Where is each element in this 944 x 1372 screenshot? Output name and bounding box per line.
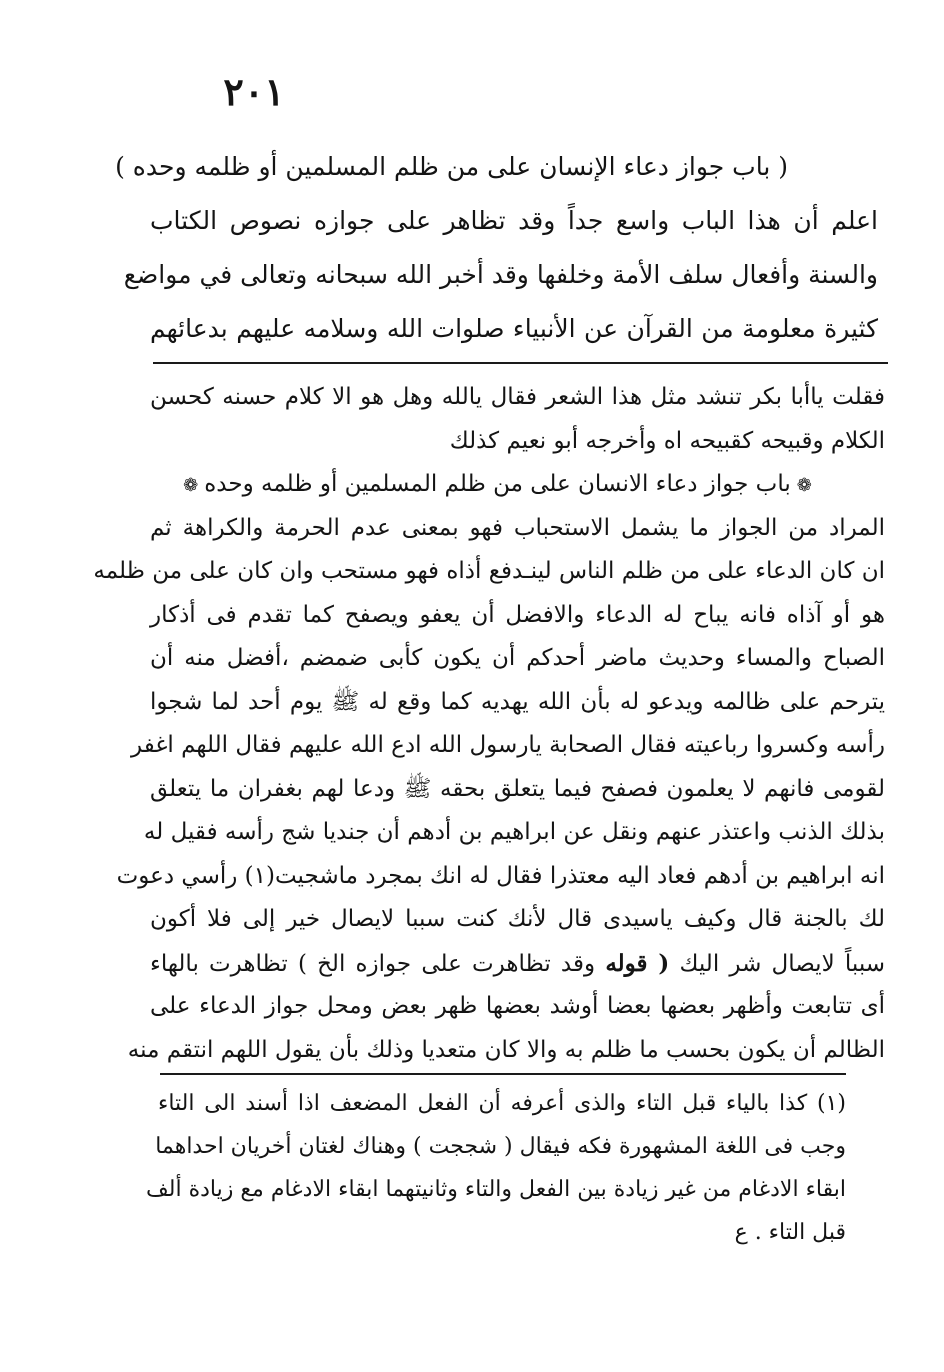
commentary-line-5: هو أو آذاه فانه يباح له الدعاء والافضل أن يعفو ويصفح كما تقدم فى أذكار	[150, 601, 885, 628]
commentary-line-4: ان كان الدعاء على من ظلم الناس لينـدفع أذاه فهو مستحب وان كان على من ظلمه	[93, 558, 885, 584]
qawluhu-label: ( قوله	[605, 949, 670, 977]
commentary-line-12: لك بالجنة قال وكيف ياسيدى قال لأنك كنت سببا لايصال خير إلى فلا أكون	[150, 906, 885, 932]
commentary-line-14: أى تتابعت وأظهر بعضها بعضا أوشد بعضها ظهر بعض ومحل جواز الدعاء على	[150, 993, 885, 1019]
ornament-icon: ❁	[183, 475, 199, 496]
commentary-line-6: الصباح والمساء وحديث ماضر أحدكم أن يكون كأبى ضمضم ،أفضل منه أن	[150, 645, 885, 671]
footnote	[145, 1082, 847, 1254]
footnote-line-2: وجب فى اللغة المشهورة فكه فيقال ( شججت ) وهناك لغتان أخريان احداهما	[155, 1134, 846, 1159]
commentary-heading-text: باب جواز دعاء الانسان على من ظلم المسلمين أو ظلمه وحده	[204, 471, 791, 497]
commentary-line-3: المراد من الجواز ما يشمل الاستحباب فهو بمعنى عدم الحرمة والكراهة ثم	[150, 514, 885, 541]
qawluhu-text: وقد تظاهرت على جوازه الخ ) تظاهرت بالهاء	[150, 950, 596, 977]
main-line-3: كثيرة معلومة من القرآن عن الأنبياء صلوات الله وسلامه عليهم بدعائهم	[150, 314, 878, 343]
commentary-line-13-start: سبباً لايصال شر اليك	[679, 950, 886, 977]
commentary-line-7: يترحم على ظالمه ويدعو له بأن الله يهديه كما وقع له ﷺ يوم أحد لما شجوا	[150, 688, 885, 715]
commentary-line-8: رأسه وكسروا رباعيته فقال الصحابة يارسول الله ادع الله عليهم فقال اللهم اغفر	[131, 732, 885, 758]
footnote-line-3: ابقاء الادغام من غير زيادة بين الفعل والتاء وثانيتهما ابقاء الادغام مع زيادة ألف	[145, 1177, 846, 1202]
page-number: ٢٠١	[223, 69, 285, 114]
commentary-line-1: فقلت ياأبا بكر تنشد مثل هذا الشعر فقال يالله وهل هو الا كلام حسنه كحسن	[150, 384, 885, 410]
commentary-line-9: لقومى فانهم لا يعلمون فصفح فيما يتعلق بحقه ﷺ ودعا لهم بغفران ما يتعلق	[150, 775, 885, 802]
main-line-1: اعلم أن هذا الباب واسع جداً وقد تظاهر على جوازه نصوص الكتاب	[150, 206, 878, 235]
ornament-icon: ❁	[796, 475, 812, 496]
commentary-heading	[150, 463, 885, 507]
main-divider	[153, 362, 888, 364]
commentary-line-2: الكلام وقبيحه كقبيحه اه وأخرجه أبو نعيم كذلك	[449, 427, 885, 454]
footnote-line-4: قبل التاء . ع	[734, 1220, 846, 1245]
commentary-line-13	[150, 942, 885, 986]
footnote-divider	[160, 1073, 846, 1075]
main-line-2: والسنة وأفعال سلف الأمة وخلفها وقد أخبر الله سبحانه وتعالى في مواضع	[123, 260, 878, 289]
commentary	[93, 376, 886, 1072]
commentary-line-11: انه ابراهيم بن أدهم فعاد اليه معتذرا فقال له انك بمجرد ماشجيت(١) رأسي دعوت	[116, 862, 885, 889]
footnote-line-1: (١) كذا بالياء قبل التاء والذى أعرفه أن الفعل المضعف اذا أسند الى التاء	[158, 1091, 847, 1116]
main-text	[115, 140, 878, 356]
commentary-line-10: بذلك الذنب واعتذر عنهم ونقل عن ابراهيم بن أدهم أن جنديا شج رأسه فقيل له	[143, 819, 885, 845]
main-heading: ( باب جواز دعاء الإنسان على من ظلم المسلمين أو ظلمه وحده )	[115, 152, 788, 181]
commentary-line-15: الظالم أن يكون بحسب ما ظلم به والا كان متعديا وذلك بأن يقول اللهم انتقم منه	[127, 1036, 885, 1063]
